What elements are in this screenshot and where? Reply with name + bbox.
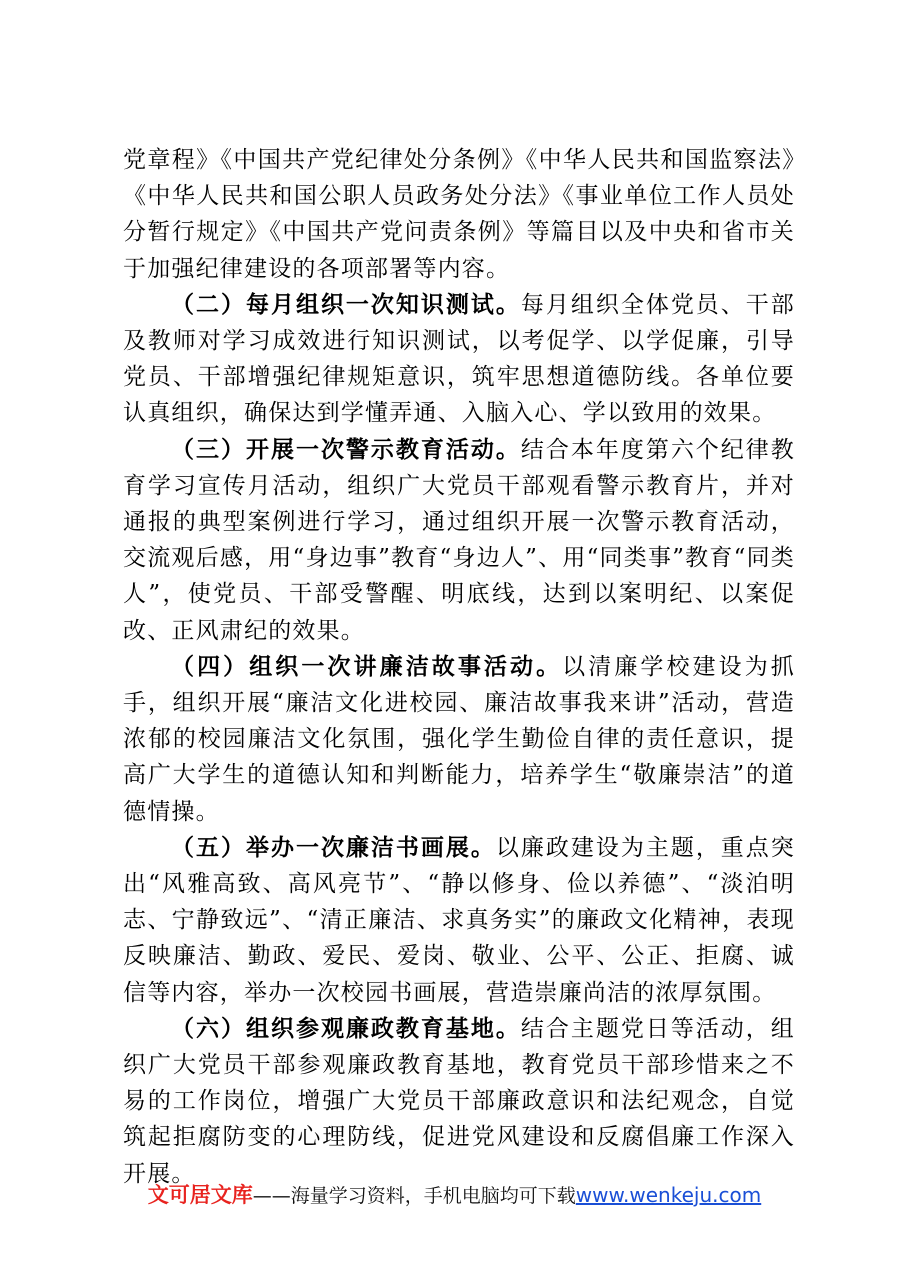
paragraph-calligraphy-exhibition [123,830,795,1011]
paragraph-body: 党章程》《中国共产党纪律处分条例》《中华人民共和国监察法》《中华人民共和国公职人员政务处分法》《事业单位工作人员处分暂行规定》《中国共产党问责条例》等篇目以及中央和省市关于加强纪律建设的各项部署等内容。 [123,147,795,282]
paragraph-education-base-visit [123,1011,795,1192]
paragraph-heading: （三）开展一次警示教育活动。 [171,435,521,463]
document-body [123,142,795,1192]
paragraph-body: 结合主题党日等活动，组织广大党员干部参观廉政教育基地，教育党员干部珍惜来之不易的工作岗位，增强广大党员干部廉政意识和法纪观念，自觉筑起拒腐防变的心理防线，促进党风建设和反腐倡廉工作深入开展。 [123,1015,795,1187]
paragraph-body: 以廉政建设为主题，重点突出“风雅高致、高风亮节”、“静以修身、俭以养德”、“淡泊明志、宁静致远”、“清正廉洁、求真务实”的廉政文化精神，表现反映廉洁、勤政、爱民、爱岗、敬业、公平、公正、拒腐、诚信等内容，举办一次校园书画展，营造崇廉尚洁的浓厚氛围。 [123,834,795,1006]
paragraph-monthly-test [123,287,795,432]
paragraph-heading: （二）每月组织一次知识测试。 [171,290,521,318]
paragraph-heading: （四）组织一次讲廉洁故事活动。 [171,652,563,680]
paragraph-heading: （六）组织参观廉政教育基地。 [171,1014,521,1042]
footer-link[interactable]: www.wenkeju.com [575,1183,762,1207]
paragraph-warning-education [123,432,795,649]
paragraph-heading: （五）举办一次廉洁书画展。 [171,833,496,861]
paragraph-body: 每月组织全体党员、干部及教师对学习成效进行知识测试，以考促学、以学促廉，引导党员、干部增强纪律规矩意识，筑牢思想道德防线。各单位要认真组织，确保达到学懂弄通、入脑入心、学以致用的效果。 [123,291,795,427]
paragraph-body: 以清廉学校建设为抓手，组织开展“廉洁文化进校园、廉洁故事我来讲”活动，营造浓郁的校园廉洁文化氛围，强化学生勤俭自律的责任意识，提高广大学生的道德认知和判断能力，培养学生“敬廉崇洁”的道德情操。 [123,653,795,825]
footer-brand: 文可居文库 [147,1183,253,1207]
footer-slogan: ——海量学习资料，手机电脑均可下载 [252,1185,576,1207]
paragraph-body: 结合本年度第六个纪律教育学习宣传月活动，组织广大党员干部观看警示教育片，并对通报的典型案例进行学习，通过组织开展一次警示教育活动，交流观后感，用“身边事”教育“身边人”、用“同类事”教育“同类人”，使党员、干部受警醒、明底线，达到以案明纪、以案促改、正风肃纪的效果。 [123,436,795,644]
footer-banner [0,1180,909,1211]
paragraph-integrity-stories [123,649,795,830]
paragraph-continuation [123,142,795,287]
